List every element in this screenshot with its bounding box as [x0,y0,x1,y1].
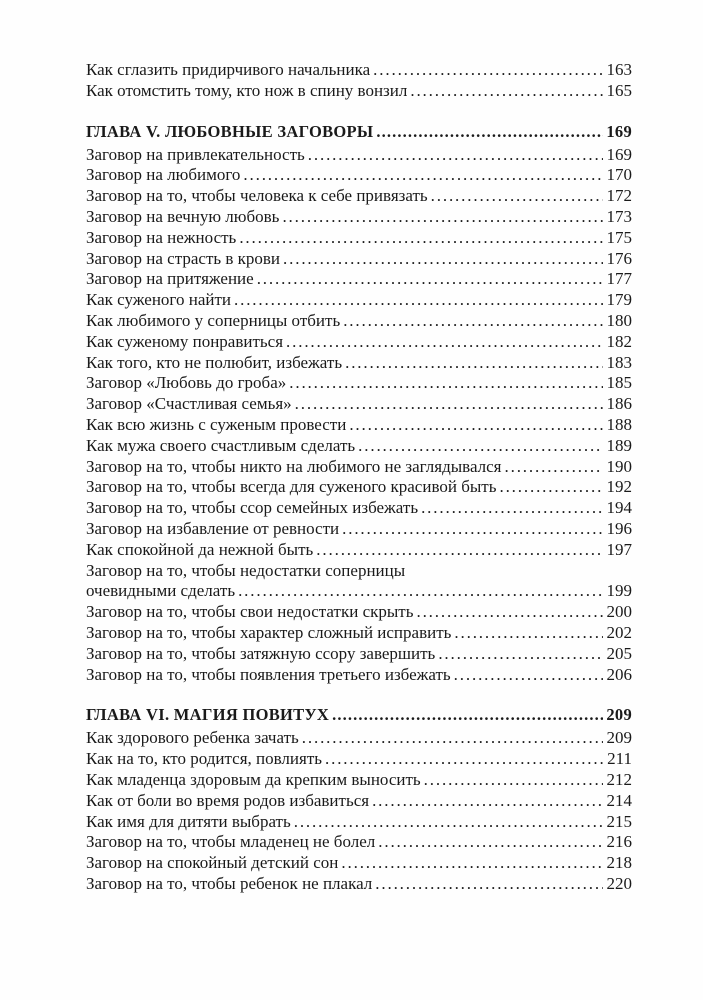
entry-title: Заговор на то, чтобы затяжную ссору завершить [86,643,436,663]
toc-entry [86,874,632,895]
entry-page-number: 180 [606,310,632,330]
leader-dots [239,228,603,249]
leader-dots [257,269,603,290]
chapter-6-heading [86,704,632,725]
leader-dots [499,477,603,498]
toc-entry [86,791,632,812]
toc-top-entries [86,60,632,102]
entry-page-number: 176 [606,248,632,268]
toc-entry [86,353,632,374]
entry-title: Как того, кто не полюбит, избежать [86,352,343,372]
leader-dots [282,207,603,228]
leader-dots [421,498,603,519]
toc-entry [86,519,632,540]
entry-page-number: 165 [606,80,632,100]
toc-entry [86,249,632,270]
entry-page-number: 196 [606,518,632,538]
entry-title: Заговор на вечную любовь [86,206,280,226]
toc-entry [86,165,632,186]
leader-dots [373,60,603,81]
entry-page-number: 169 [606,144,632,164]
toc-entry [86,332,632,353]
leader-dots [431,186,603,207]
toc-entry [86,457,632,478]
leader-dots [295,394,603,415]
entry-title: Как всю жизнь с суженым провести [86,414,347,434]
chapter-5-heading [86,121,632,142]
entry-title: Заговор на привлекательность [86,144,305,164]
leader-dots [424,770,603,791]
chapter-5-entries-after [86,602,632,685]
toc-entry [86,498,632,519]
leader-dots [438,644,603,665]
entry-page-number: 197 [606,539,632,559]
leader-dots [345,353,603,374]
entry-title: Как суженого найти [86,290,231,310]
entry-title: Как спокойной да нежной быть [86,539,314,559]
entry-title: Как на то, кто родится, повлиять [86,749,322,769]
leader-dots [375,874,603,895]
entry-page-number: 215 [606,811,632,831]
chapter-title: ГЛАВА V. ЛЮБОВНЫЕ ЗАГОВОРЫ [86,121,374,141]
entry-page-number: 194 [606,498,632,518]
entry-title: Заговор «Счастливая семья» [86,394,292,414]
toc-entry [86,770,632,791]
entry-title: Как сглазить придирчивого начальника [86,60,371,79]
entry-page-number: 190 [606,456,632,476]
leader-dots [372,791,603,812]
toc-entry [86,60,632,81]
entry-page-number: 199 [606,581,632,601]
leader-dots [302,728,603,749]
leader-dots [332,704,603,725]
entry-page-number: 177 [606,269,632,289]
toc-entry [86,623,632,644]
entry-title: Как от боли во время родов избавиться [86,790,370,810]
leader-dots [234,290,603,311]
leader-dots [294,812,603,833]
entry-page-number: 185 [606,373,632,393]
entry-page-number: 189 [606,435,632,455]
entry-page-number: 218 [606,853,632,873]
table-of-contents [86,60,632,895]
entry-page-number: 220 [606,873,632,893]
entry-title: Как младенца здоровым да крепким выносить [86,769,421,789]
entry-title-line-1: Заговор на то, чтобы недостатки соперницы [86,560,406,580]
entry-page-number: 212 [606,769,632,789]
entry-page-number: 179 [606,290,632,310]
toc-entry [86,665,632,686]
toc-entry [86,207,632,228]
toc-entry [86,540,632,561]
chapter-title: ГЛАВА VI. МАГИЯ ПОВИТУХ [86,705,330,725]
leader-dots [358,436,603,457]
toc-entry [86,812,632,833]
toc-entry [86,436,632,457]
chapter-5-entries [86,145,632,561]
entry-title: Заговор «Любовь до гроба» [86,373,287,393]
chapter-page-number: 209 [606,705,632,725]
leader-dots [376,121,603,142]
entry-title: Заговор на притяжение [86,269,254,289]
leader-dots [308,145,603,166]
leader-dots [505,457,604,478]
leader-dots [378,832,603,853]
entry-page-number: 175 [606,227,632,247]
entry-title: Заговор на то, чтобы никто на любимого не заглядывался [86,456,502,476]
leader-dots [342,519,603,540]
entry-page-number: 206 [606,664,632,684]
toc-entry [86,394,632,415]
leader-dots [410,81,603,102]
entry-title: Заговор на избавление от ревности [86,518,340,538]
toc-entry [86,290,632,311]
entry-title: Заговор на то, чтобы ссор семейных избежать [86,498,419,518]
leader-dots [238,581,603,602]
entry-title: Как любимого у соперницы отбить [86,310,341,330]
entry-page-number: 173 [606,206,632,226]
toc-entry [86,832,632,853]
entry-page-number: 186 [606,394,632,414]
leader-dots [341,853,603,874]
leader-dots [454,665,603,686]
entry-title: Заговор на нежность [86,227,237,247]
entry-title: Как отомстить тому, кто нож в спину вонзил [86,80,408,100]
leader-dots [283,249,603,270]
entry-page-number: 200 [606,602,632,622]
entry-title: Заговор на то, чтобы характер сложный исправить [86,622,452,642]
entry-page-number: 202 [606,622,632,642]
entry-title: Как суженому понравиться [86,331,284,351]
entry-title: Заговор на то, чтобы человека к себе привязать [86,186,428,206]
toc-entry [86,81,632,102]
entry-title: Как мужа своего счастливым сделать [86,435,356,455]
leader-dots [316,540,603,561]
toc-entry [86,749,632,770]
leader-dots [325,749,603,770]
toc-entry [86,415,632,436]
toc-entry [86,269,632,290]
toc-entry [86,644,632,665]
toc-entry [86,228,632,249]
toc-entry [86,311,632,332]
entry-title: Заговор на то, чтобы свои недостатки скрыть [86,602,414,622]
chapter-page-number: 169 [606,121,632,141]
entry-title-line-2: очевидными сделать [86,581,236,601]
entry-page-number: 214 [606,790,632,810]
entry-title: Заговор на то, чтобы младенец не болел [86,832,376,852]
toc-entry [86,477,632,498]
entry-page-number: 209 [606,728,632,748]
leader-dots [349,415,603,436]
entry-page-number: 205 [606,643,632,663]
entry-title: Как имя для дитяти выбрать [86,811,291,831]
entry-page-number: 170 [606,165,632,185]
leader-dots [289,373,603,394]
leader-dots [343,311,603,332]
toc-entry [86,145,632,166]
chapter-6-entries [86,728,632,894]
toc-entry [86,602,632,623]
toc-entry [86,373,632,394]
entry-title: Заговор на страсть в крови [86,248,281,268]
toc-entry [86,186,632,207]
leader-dots [416,602,603,623]
toc-entry [86,853,632,874]
entry-page-number: 182 [606,331,632,351]
entry-page-number: 183 [606,352,632,372]
entry-page-number: 192 [606,477,632,497]
entry-page-number: 188 [606,414,632,434]
entry-title: Заговор на то, чтобы появления третьего избежать [86,664,451,684]
entry-page-number: 211 [607,749,632,769]
entry-title: Заговор на спокойный детский сон [86,853,339,873]
leader-dots [286,332,603,353]
entry-page-number: 172 [606,186,632,206]
entry-title: Заговор на то, чтобы ребенок не плакал [86,873,373,893]
leader-dots [243,165,603,186]
entry-title: Как здорового ребенка зачать [86,728,299,748]
entry-title: Заговор на то, чтобы всегда для суженого красивой быть [86,477,497,497]
entry-title: Заговор на любимого [86,165,241,185]
leader-dots [454,623,603,644]
entry-page-number: 163 [606,60,632,79]
toc-entry [86,728,632,749]
toc-entry-multiline [86,561,632,603]
entry-page-number: 216 [606,832,632,852]
